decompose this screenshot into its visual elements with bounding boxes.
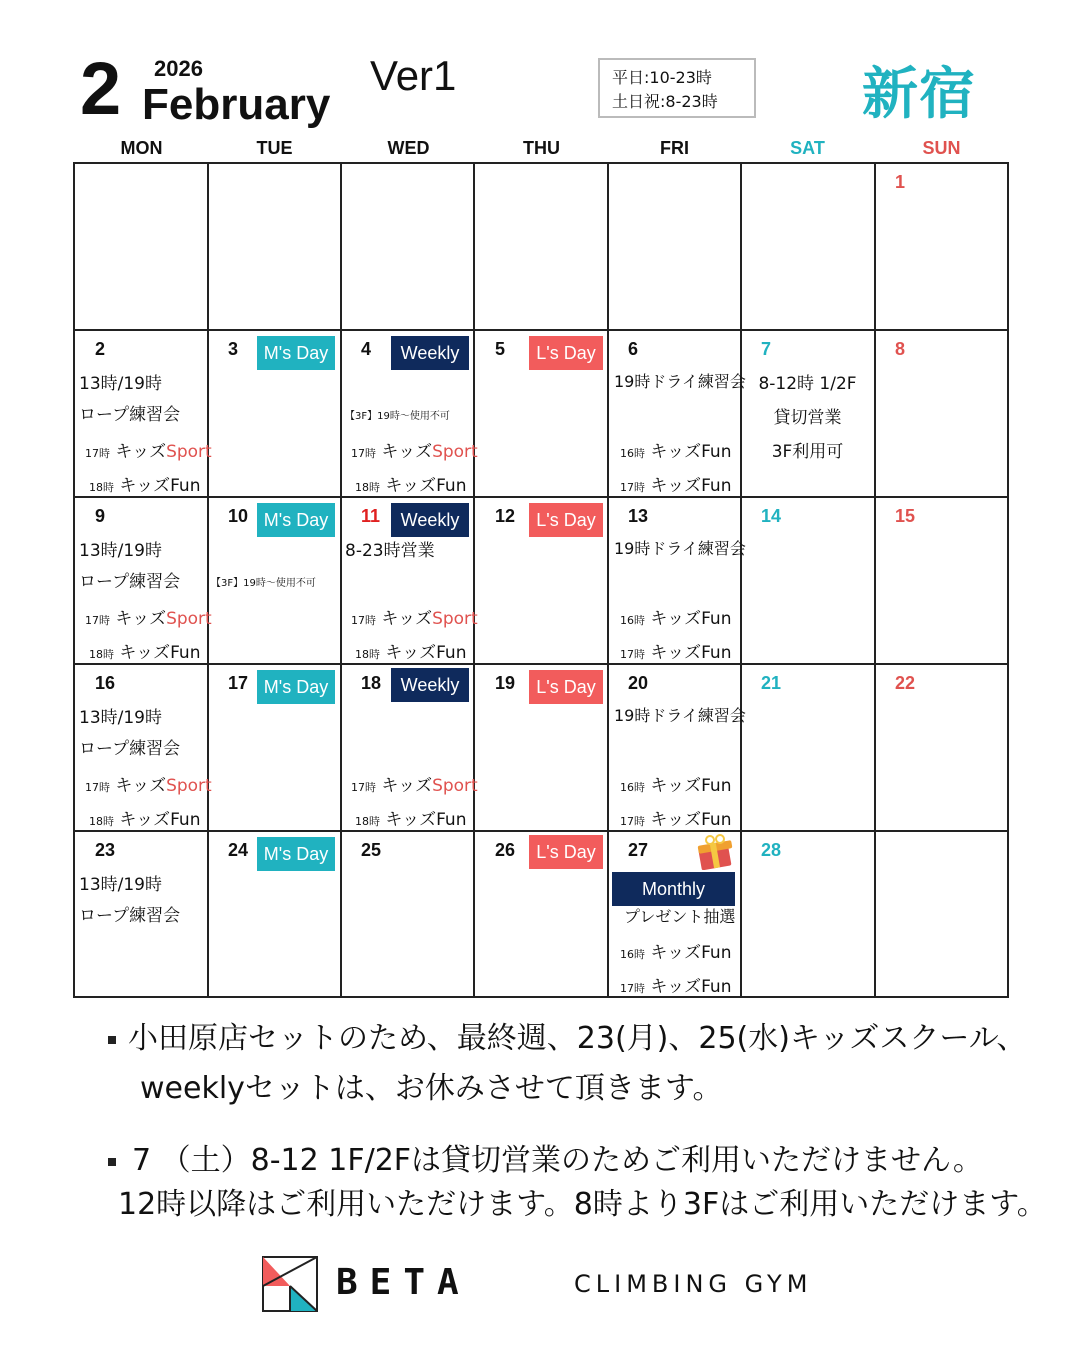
- day-cell-5: [475, 331, 608, 498]
- note-2-line-1: 7 （土）8-12 1F/2Fは貸切営業のためご利用いただけません。: [132, 1143, 983, 1178]
- ls-day-badge: L's Day: [529, 503, 603, 537]
- kids-sport-event: 17時 キッズSport: [85, 609, 212, 629]
- kids-fun-event: 18時 キッズFun: [355, 476, 467, 496]
- weekday-tue: TUE: [256, 138, 293, 158]
- day-number: 13: [628, 506, 649, 526]
- kids-sport-event: 17時 キッズSport: [85, 442, 212, 462]
- day-number: 15: [895, 506, 916, 526]
- day-number: 25: [361, 840, 382, 860]
- sat7-note-3: 3F利用可: [771, 442, 844, 462]
- beta-logo-icon: [262, 1256, 318, 1312]
- rope-event: ロープ練習会: [79, 739, 181, 759]
- day-cell-22: [875, 665, 1008, 832]
- kids-sport-event: 17時 キッズSport: [85, 776, 212, 796]
- day-number: 22: [895, 673, 916, 693]
- rope-event: ロープ練習会: [79, 572, 181, 592]
- day-number: 8: [895, 339, 906, 359]
- day-number: 10: [228, 506, 249, 526]
- note-bullet: [108, 1036, 116, 1044]
- day-cell-25: [341, 832, 474, 999]
- day-number: 18: [361, 673, 382, 693]
- day-number: 12: [495, 506, 516, 526]
- rope-event: ロープ練習会: [79, 906, 181, 926]
- opening-hours-box: [598, 58, 756, 118]
- hours-weekday: 平日:10-23時: [612, 68, 712, 87]
- brand-subtitle: CLIMBING GYM: [574, 1270, 813, 1298]
- dry-event: 19時ドライ練習会: [614, 539, 746, 558]
- day-number: 19: [495, 673, 516, 693]
- day-number: 14: [761, 506, 782, 526]
- day-number: 23: [95, 840, 116, 860]
- day-cell-12: [475, 498, 608, 665]
- kids-fun-event: 17時 キッズFun: [620, 476, 732, 496]
- day-number: 4: [361, 339, 372, 359]
- ms-day-badge: M's Day: [257, 670, 335, 704]
- kids-sport-event: 17時 キッズSport: [351, 442, 478, 462]
- day-number: 3: [228, 339, 239, 359]
- day-cell-13: [608, 498, 746, 665]
- day-cell-1: [875, 164, 1008, 331]
- rope-event: ロープ練習会: [79, 405, 181, 425]
- kids-fun-event: 18時 キッズFun: [355, 643, 467, 663]
- note-bullet: [108, 1158, 116, 1166]
- weekly-badge: Weekly: [391, 336, 469, 370]
- day-cell-14: [741, 498, 874, 665]
- dry-event: 19時ドライ練習会: [614, 372, 746, 391]
- day-cell-10: [208, 498, 341, 665]
- dry-event: 19時ドライ練習会: [614, 706, 746, 725]
- note-1-line-2: weeklyセットは、お休みさせて頂きます。: [140, 1071, 723, 1106]
- day-number: 11: [361, 506, 381, 526]
- day-cell-3: [208, 331, 341, 498]
- day-cell-16: [75, 665, 212, 832]
- ms-day-badge: M's Day: [257, 503, 335, 537]
- day-number: 1: [895, 172, 906, 192]
- calendar-grid: [73, 162, 1009, 998]
- ls-day-badge: L's Day: [529, 336, 603, 370]
- day-cell-26: [475, 832, 608, 999]
- kids-fun-event: 16時 キッズFun: [620, 609, 732, 629]
- day-number: 28: [761, 840, 782, 860]
- day-number: 21: [761, 673, 782, 693]
- monthly-badge: Monthly: [612, 872, 735, 906]
- ms-day-badge: M's Day: [257, 336, 335, 370]
- day-cell-23: [75, 832, 208, 999]
- day-number: 7: [761, 339, 772, 359]
- 3f-closed-note: 【3F】19時～使用不可: [345, 411, 450, 422]
- day-cell-28: [741, 832, 874, 999]
- present-event: プレゼント抽選: [624, 907, 736, 926]
- day-number: 5: [495, 339, 506, 359]
- kids-sport-event: 17時 キッズSport: [351, 776, 478, 796]
- kids-fun-event: 18時 キッズFun: [89, 810, 201, 830]
- sat7-note-1: 8-12時 1/2F: [758, 374, 857, 394]
- rope-time: 13時/19時: [79, 875, 162, 895]
- day-cell-19: [475, 665, 608, 832]
- rope-time: 13時/19時: [79, 374, 162, 394]
- day-cell-7: [741, 331, 874, 498]
- note-1-line-1: 小田原店セットのため、最終週、23(月)、25(水)キッズスクール、: [128, 1021, 1027, 1056]
- kids-fun-event: 18時 キッズFun: [89, 476, 201, 496]
- day-number: 2: [95, 339, 106, 359]
- day-number: 6: [628, 339, 639, 359]
- day-cell-18: [341, 665, 478, 832]
- weekday-fri: FRI: [660, 138, 689, 158]
- weekday-wed: WED: [387, 138, 430, 158]
- day-number: 24: [228, 840, 249, 860]
- weekly-badge: Weekly: [391, 503, 469, 537]
- day-number: 26: [495, 840, 516, 860]
- day-number: 17: [228, 673, 249, 693]
- kids-fun-event: 18時 キッズFun: [89, 643, 201, 663]
- day-cell-11: [341, 498, 478, 665]
- kids-fun-event: 16時 キッズFun: [620, 943, 732, 963]
- gift-icon: [696, 834, 736, 870]
- hours-note: 8-23時営業: [345, 541, 435, 561]
- kids-fun-event: 16時 キッズFun: [620, 442, 732, 462]
- brand-name: BETA: [336, 1262, 471, 1303]
- day-cell-4: [341, 331, 478, 498]
- day-number: 9: [95, 506, 106, 526]
- kids-fun-event: 17時 キッズFun: [620, 643, 732, 663]
- weekday-mon: MON: [120, 138, 163, 158]
- year-label: 2026: [154, 56, 203, 81]
- ms-day-badge: M's Day: [257, 837, 335, 871]
- sat7-note-2: 貸切営業: [773, 408, 842, 428]
- kids-fun-event: 18時 キッズFun: [355, 810, 467, 830]
- day-cell-17: [208, 665, 341, 832]
- day-cell-21: [741, 665, 874, 832]
- ls-day-badge: L's Day: [529, 835, 603, 869]
- weekly-badge: Weekly: [391, 668, 469, 702]
- ls-day-badge: L's Day: [529, 670, 603, 704]
- kids-sport-event: 17時 キッズSport: [351, 609, 478, 629]
- day-number: 27: [628, 840, 649, 860]
- kids-fun-event: 16時 キッズFun: [620, 776, 732, 796]
- 3f-closed-note: 【3F】19時～使用不可: [211, 578, 316, 589]
- day-cell-27: [608, 832, 741, 999]
- rope-time: 13時/19時: [79, 708, 162, 728]
- day-cell-24: [208, 832, 341, 999]
- kids-fun-event: 17時 キッズFun: [620, 810, 732, 830]
- day-number: 16: [95, 673, 116, 693]
- month-number: 2: [80, 47, 122, 130]
- month-name: February: [142, 80, 331, 129]
- kids-fun-event: 17時 キッズFun: [620, 977, 732, 997]
- day-cell-8: [875, 331, 1008, 498]
- rope-time: 13時/19時: [79, 541, 162, 561]
- day-cell-20: [608, 665, 746, 832]
- day-cell-2: [75, 331, 212, 498]
- day-cell-6: [608, 331, 746, 498]
- weekday-sun: SUN: [922, 138, 961, 158]
- note-2-line-2: 12時以降はご利用いただけます。8時より3Fはご利用いただけます。: [118, 1187, 1047, 1222]
- day-cell-15: [875, 498, 1008, 665]
- hours-holiday: 土日祝:8-23時: [612, 92, 718, 111]
- weekday-thu: THU: [523, 138, 560, 158]
- day-cell-9: [75, 498, 212, 665]
- location-name: 新宿: [862, 62, 976, 127]
- weekday-sat: SAT: [790, 138, 825, 158]
- version-label: Ver1: [370, 52, 457, 99]
- day-number: 20: [628, 673, 649, 693]
